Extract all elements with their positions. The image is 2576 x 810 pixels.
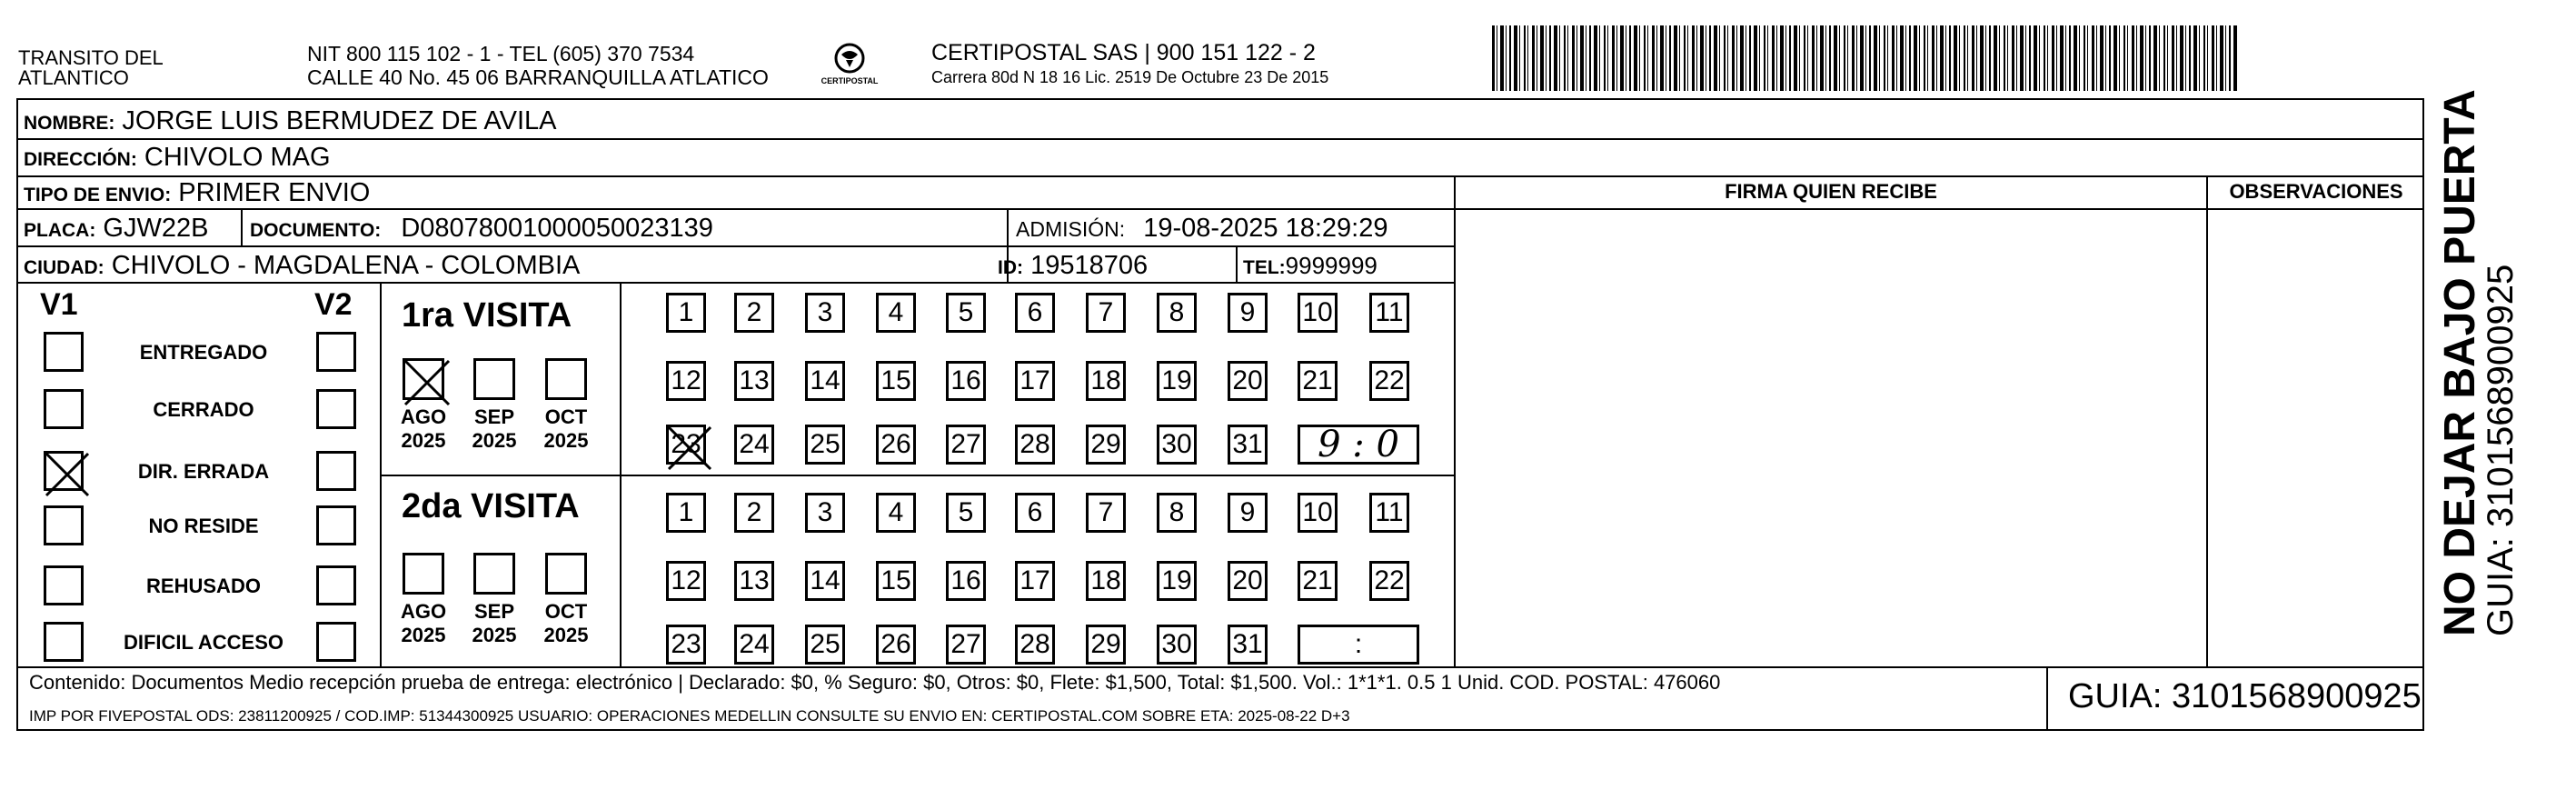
ciudad-value: CHIVOLO - MAGDALENA - COLOMBIA xyxy=(111,251,581,280)
second-visit-day-box[interactable]: 9 xyxy=(1228,493,1268,533)
tipo-envio-field xyxy=(24,178,370,210)
tel-value: 9999999 xyxy=(1285,252,1378,279)
month-year: 2025 xyxy=(401,624,446,646)
side-warning: NO DEJAR BAJO PUERTA xyxy=(2436,89,2484,636)
first-visit-day-box[interactable]: 30 xyxy=(1157,425,1197,465)
second-visit-day-box[interactable]: 28 xyxy=(1015,625,1055,665)
second-visit-day-box[interactable]: 6 xyxy=(1015,493,1055,533)
first-visit-day-box[interactable]: 23 xyxy=(666,425,706,465)
second-visit-day-box[interactable]: 26 xyxy=(876,625,916,665)
footer-content-line: Contenido: Documentos Medio recepción prueba de entrega: electrónico | Declarado: $0, % Seguro: $0, Otros: $0, Flete: $1,500, Total: $1,500. Vol.: 1*1*1. 0.5 1 Unid. COD. POSTAL: 476060 xyxy=(29,671,1721,694)
second-visit-day-box[interactable]: 24 xyxy=(734,625,774,665)
month-label: OCT xyxy=(544,600,588,623)
month-label: OCT xyxy=(544,405,588,428)
license-line: Carrera 80d N 18 16 Lic. 2519 De Octubre 23 De 2015 xyxy=(931,68,1329,86)
first-visit-day-box[interactable]: 10 xyxy=(1298,293,1338,333)
v1-checkbox[interactable] xyxy=(44,389,84,429)
certipostal-logo xyxy=(813,40,886,95)
v1-checkbox[interactable] xyxy=(44,565,84,605)
second-visit-day-box[interactable]: 7 xyxy=(1086,493,1126,533)
second-visit-day-box[interactable]: 10 xyxy=(1298,493,1338,533)
rule xyxy=(16,208,2424,210)
first-visit-month-checkbox[interactable] xyxy=(473,358,515,400)
first-visit-day-box[interactable]: 19 xyxy=(1157,361,1197,401)
check-x-icon xyxy=(400,355,453,408)
admision-value: 19-08-2025 18:29:29 xyxy=(1143,214,1388,243)
first-visit-day-box[interactable]: 25 xyxy=(805,425,845,465)
rule xyxy=(16,666,2424,668)
first-visit-day-box[interactable]: 27 xyxy=(946,425,986,465)
tipo-envio-value: PRIMER ENVIO xyxy=(178,178,371,207)
v1-checkbox[interactable] xyxy=(44,622,84,662)
admision-field xyxy=(1016,214,1387,244)
first-visit-day-box[interactable]: 21 xyxy=(1298,361,1338,401)
ciudad-field xyxy=(24,251,580,283)
direccion-value: CHIVOLO MAG xyxy=(144,143,331,172)
month-year: 2025 xyxy=(543,624,589,646)
first-visit-day-box[interactable]: 3 xyxy=(805,293,845,333)
id-value: 19518706 xyxy=(1030,251,1149,280)
month-year: 2025 xyxy=(472,624,517,646)
rule xyxy=(380,475,1454,476)
first-visit-day-box[interactable]: 1 xyxy=(666,293,706,333)
first-visit-day-box[interactable]: 5 xyxy=(946,293,986,333)
first-visit-day-box[interactable]: 20 xyxy=(1228,361,1268,401)
rule xyxy=(16,245,1454,247)
second-visit-day-box[interactable]: 16 xyxy=(946,561,986,601)
first-visit-month-checkbox[interactable] xyxy=(545,358,587,400)
second-visit-day-box[interactable]: 29 xyxy=(1086,625,1126,665)
second-visit-day-box[interactable]: 23 xyxy=(666,625,706,665)
logo-icon xyxy=(813,40,886,95)
second-visit-day-box[interactable]: 11 xyxy=(1369,493,1409,533)
second-visit-day-box[interactable]: 14 xyxy=(805,561,845,601)
status-label: REHUSADO xyxy=(146,575,261,597)
second-visit-month-checkbox[interactable] xyxy=(473,553,515,595)
footer-print-line: IMP POR FIVEPOSTAL ODS: 23811200925 / COD.IMP: 51344300925 USUARIO: OPERACIONES MEDELLIN CONSULTE SU ENVIO EN: CERTIPOSTAL.COM SOBRE ETA: 2025-08-22 D+3 xyxy=(29,707,1350,725)
v1-header: V1 xyxy=(40,287,78,322)
second-visit-day-box[interactable]: 3 xyxy=(805,493,845,533)
first-visit-title: 1ra VISITA xyxy=(402,296,572,335)
direccion-field xyxy=(24,143,331,175)
month-label: SEP xyxy=(473,600,515,623)
month-year: 2025 xyxy=(543,429,589,452)
sender-nit: NIT 800 115 102 - 1 - TEL (605) 370 7534 xyxy=(307,42,695,65)
tipo-envio-label: TIPO DE ENVIO: xyxy=(24,185,172,205)
first-visit-day-box[interactable]: 31 xyxy=(1228,425,1268,465)
second-visit-day-box[interactable]: 30 xyxy=(1157,625,1197,665)
second-visit-day-box[interactable]: 20 xyxy=(1228,561,1268,601)
second-visit-month-checkbox[interactable] xyxy=(545,553,587,595)
month-label: AGO xyxy=(400,405,447,428)
second-visit-day-box[interactable]: 8 xyxy=(1157,493,1197,533)
first-visit-day-box[interactable]: 16 xyxy=(946,361,986,401)
direccion-label: DIRECCIÓN: xyxy=(24,149,137,170)
tel-field xyxy=(1243,251,1378,283)
second-visit-title: 2da VISITA xyxy=(402,487,580,525)
first-visit-day-box[interactable]: 18 xyxy=(1086,361,1126,401)
first-visit-day-box[interactable]: 14 xyxy=(805,361,845,401)
v2-checkbox[interactable] xyxy=(316,451,356,491)
second-visit-day-box[interactable]: 2 xyxy=(734,493,774,533)
month-label: SEP xyxy=(473,405,515,428)
v2-checkbox[interactable] xyxy=(316,389,356,429)
footer-guia: GUIA: 3101568900925 xyxy=(2068,677,2422,715)
first-visit-day-box[interactable]: 7 xyxy=(1086,293,1126,333)
second-visit-day-box[interactable]: 31 xyxy=(1228,625,1268,665)
sender-name-line2: ATLANTICO xyxy=(18,66,129,89)
first-visit-day-box[interactable]: 9 xyxy=(1228,293,1268,333)
check-x-icon xyxy=(663,422,714,473)
placa-field xyxy=(24,214,208,245)
first-visit-day-box[interactable]: 12 xyxy=(666,361,706,401)
check-x-icon xyxy=(41,448,92,499)
sender-address: CALLE 40 No. 45 06 BARRANQUILLA ATLATICO xyxy=(307,65,769,89)
second-visit-day-box[interactable]: 25 xyxy=(805,625,845,665)
rule xyxy=(1454,175,2424,177)
status-label: ENTREGADO xyxy=(139,341,268,364)
id-field xyxy=(998,251,1148,283)
second-visit-day-box[interactable]: 13 xyxy=(734,561,774,601)
second-visit-day-box[interactable]: 17 xyxy=(1015,561,1055,601)
first-visit-day-box[interactable]: 24 xyxy=(734,425,774,465)
v2-checkbox[interactable] xyxy=(316,332,356,372)
month-year: 2025 xyxy=(401,429,446,452)
rule xyxy=(2206,175,2208,666)
barcode-icon xyxy=(1492,25,2237,91)
second-visit-day-box[interactable]: 22 xyxy=(1369,561,1409,601)
v2-checkbox[interactable] xyxy=(316,622,356,662)
first-visit-day-box[interactable]: 8 xyxy=(1157,293,1197,333)
rule xyxy=(1236,245,1238,282)
second-visit-day-box[interactable]: 5 xyxy=(946,493,986,533)
status-label: NO RESIDE xyxy=(148,515,259,537)
first-visit-day-box[interactable]: 28 xyxy=(1015,425,1055,465)
second-visit-month-checkbox[interactable] xyxy=(403,553,444,595)
month-year: 2025 xyxy=(472,429,517,452)
rule xyxy=(1454,175,1456,666)
observaciones-header: OBSERVACIONES xyxy=(2229,180,2403,203)
nombre-label: NOMBRE: xyxy=(24,113,115,134)
id-label: ID: xyxy=(998,257,1023,278)
first-visit-day-box[interactable]: 17 xyxy=(1015,361,1055,401)
company-line: CERTIPOSTAL SAS | 900 151 122 - 2 xyxy=(931,40,1316,65)
nombre-field xyxy=(24,106,556,138)
rule xyxy=(16,138,2424,140)
v1-checkbox[interactable] xyxy=(44,451,84,491)
second-visit-day-box[interactable]: 12 xyxy=(666,561,706,601)
second-visit-day-box[interactable]: 21 xyxy=(1298,561,1338,601)
second-visit-day-box[interactable]: 19 xyxy=(1157,561,1197,601)
nombre-value: JORGE LUIS BERMUDEZ DE AVILA xyxy=(122,106,557,135)
first-visit-month-checkbox[interactable] xyxy=(403,358,444,400)
documento-field xyxy=(250,214,713,245)
placa-label: PLACA: xyxy=(24,220,96,241)
documento-value: D08078001000050023139 xyxy=(401,214,713,243)
first-visit-day-box[interactable]: 6 xyxy=(1015,293,1055,333)
ciudad-label: CIUDAD: xyxy=(24,257,104,278)
side-guia: GUIA: 3101568900925 xyxy=(2481,264,2521,636)
rule xyxy=(241,208,243,245)
month-label: AGO xyxy=(400,600,447,623)
v2-header: V2 xyxy=(314,287,353,322)
first-visit-day-box[interactable]: 22 xyxy=(1369,361,1409,401)
first-visit-day-box[interactable]: 15 xyxy=(876,361,916,401)
logo-text: CERTIPOSTAL xyxy=(821,76,879,85)
second-visit-day-box[interactable]: 4 xyxy=(876,493,916,533)
sender-name-line1: TRANSITO DEL xyxy=(18,46,164,69)
second-visit-day-box[interactable]: 27 xyxy=(946,625,986,665)
v1-checkbox[interactable] xyxy=(44,505,84,545)
documento-label: DOCUMENTO: xyxy=(250,220,382,241)
rule xyxy=(2046,666,2048,731)
status-label: DIR. ERRADA xyxy=(137,460,270,483)
second-visit-day-box[interactable]: 1 xyxy=(666,493,706,533)
placa-value: GJW22B xyxy=(103,214,209,243)
first-visit-day-box[interactable]: 11 xyxy=(1369,293,1409,333)
first-visit-day-box[interactable]: 4 xyxy=(876,293,916,333)
rule xyxy=(16,175,1454,177)
second-visit-day-box[interactable]: 18 xyxy=(1086,561,1126,601)
status-label: CERRADO xyxy=(153,398,254,421)
first-visit-day-box[interactable]: 13 xyxy=(734,361,774,401)
status-label: DIFICIL ACCESO xyxy=(123,631,283,654)
tel-label: TEL: xyxy=(1243,257,1286,278)
v2-checkbox[interactable] xyxy=(316,565,356,605)
first-visit-time-box[interactable]: 9 : 0 xyxy=(1298,425,1419,465)
admision-label: ADMISIÓN: xyxy=(1016,217,1126,241)
second-visit-day-box[interactable]: 15 xyxy=(876,561,916,601)
first-visit-day-box[interactable]: 29 xyxy=(1086,425,1126,465)
first-visit-day-box[interactable]: 2 xyxy=(734,293,774,333)
second-visit-time-box[interactable]: : xyxy=(1298,625,1419,665)
firma-header: FIRMA QUIEN RECIBE xyxy=(1725,180,1937,203)
first-visit-day-box[interactable]: 26 xyxy=(876,425,916,465)
v2-checkbox[interactable] xyxy=(316,505,356,545)
v1-checkbox[interactable] xyxy=(44,332,84,372)
